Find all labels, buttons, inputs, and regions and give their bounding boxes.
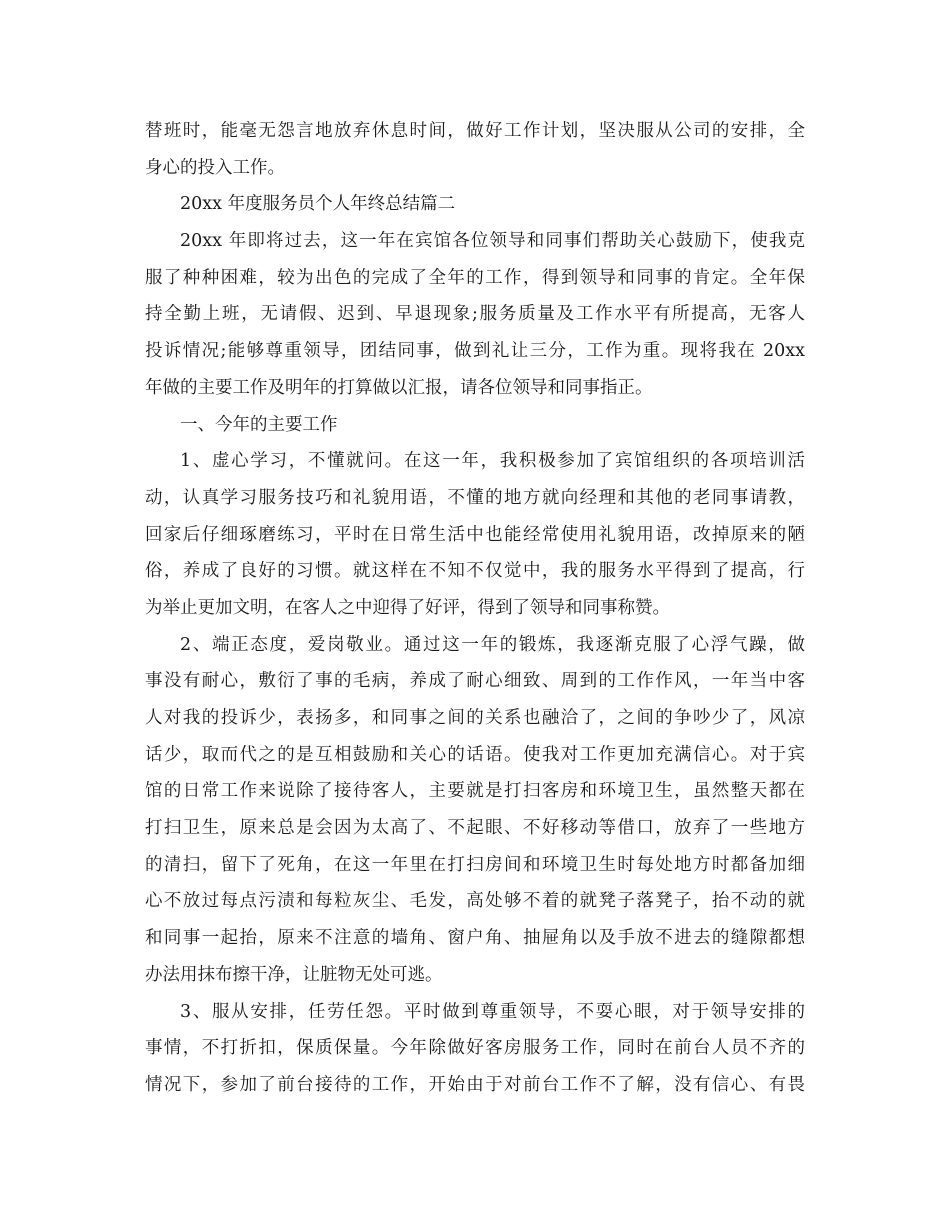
text-line: 动，认真学习服务技巧和礼貌用语，不懂的地方就向经理和其他的老同事请教， bbox=[145, 487, 805, 508]
text-line: 投诉情况;能够尊重领导，团结同事，做到礼让三分，工作为重。现将我在 20xx bbox=[145, 341, 805, 362]
text-line: 回家后仔细琢磨练习，平时在日常生活中也能经常使用礼貌用语，改掉原来的陋 bbox=[145, 524, 805, 545]
text-line: 年做的主要工作及明年的打算做以汇报，请各位领导和同事指正。 bbox=[145, 377, 653, 398]
text-line: 人对我的投诉少，表扬多，和同事之间的关系也融洽了，之间的争吵少了，风凉 bbox=[145, 708, 805, 728]
text-line: 心不放过每点污渍和每粒灰尘、毛发，高处够不着的就凳子落凳子，抬不动的就 bbox=[145, 891, 805, 912]
text-line: 馆的日常工作来说除了接待客人，主要就是打扫客房和环境卫生，虽然整天都在 bbox=[145, 781, 805, 802]
text-line: 20xx 年即将过去，这一年在宾馆各位领导和同事们帮助关心鼓励下，使我克 bbox=[180, 231, 805, 252]
text-line: 服了种种困难，较为出色的完成了全年的工作，得到领导和同事的肯定。全年保 bbox=[145, 267, 805, 288]
section-heading: 一、今年的主要工作 bbox=[180, 414, 338, 435]
section-heading: 20xx 年度服务员个人年终总结篇二 bbox=[180, 194, 456, 215]
text-line: 和同事一起抬，原来不注意的墙角、窗户角、抽屉角以及手放不进去的缝隙都想 bbox=[145, 928, 805, 949]
text-line: 替班时，能毫无怨言地放弃休息时间，做好工作计划，坚决服从公司的安排，全 bbox=[145, 121, 805, 141]
text-line: 2、端正态度，爱岗敬业。通过这一年的锻炼，我逐渐克服了心浮气躁，做 bbox=[180, 634, 805, 655]
text-line: 办法用抹布擦干净，让脏物无处可逃。 bbox=[145, 964, 443, 985]
text-line: 1、虚心学习，不懂就问。在这一年，我积极参加了宾馆组织的各项培训活 bbox=[180, 451, 805, 472]
text-line: 持全勤上班，无请假、迟到、早退现象;服务质量及工作水平有所提高，无客人 bbox=[145, 304, 805, 325]
document-body bbox=[145, 113, 805, 1104]
text-line: 的清扫，留下了死角，在这一年里在打扫房间和环境卫生时每处地方时都备加细 bbox=[145, 854, 805, 875]
text-line: 情况下，参加了前台接待的工作，开始由于对前台工作不了解，没有信心、有畏 bbox=[145, 1074, 805, 1095]
text-line: 俗，养成了良好的习惯。就这样在不知不仅觉中，我的服务水平得到了提高，行 bbox=[145, 561, 805, 582]
text-line: 打扫卫生，原来总是会因为太高了、不起眼、不好移动等借口，放弃了一些地方 bbox=[145, 818, 805, 839]
text-line: 话少，取而代之的是互相鼓励和关心的话语。使我对工作更加充满信心。对于宾 bbox=[145, 744, 805, 765]
text-line: 事情，不打折扣，保质保量。今年除做好客房服务工作，同时在前台人员不齐的 bbox=[145, 1038, 805, 1059]
text-line: 事没有耐心，敷衍了事的毛病，养成了耐心细致、周到的工作作风，一年当中客 bbox=[145, 671, 805, 692]
text-line: 身心的投入工作。 bbox=[145, 157, 285, 178]
text-line: 为举止更加文明，在客人之中迎得了好评，得到了领导和同事称赞。 bbox=[145, 597, 670, 618]
text-line: 3、服从安排，任劳任怨。平时做到尊重领导，不耍心眼，对于领导安排的 bbox=[180, 1001, 805, 1022]
